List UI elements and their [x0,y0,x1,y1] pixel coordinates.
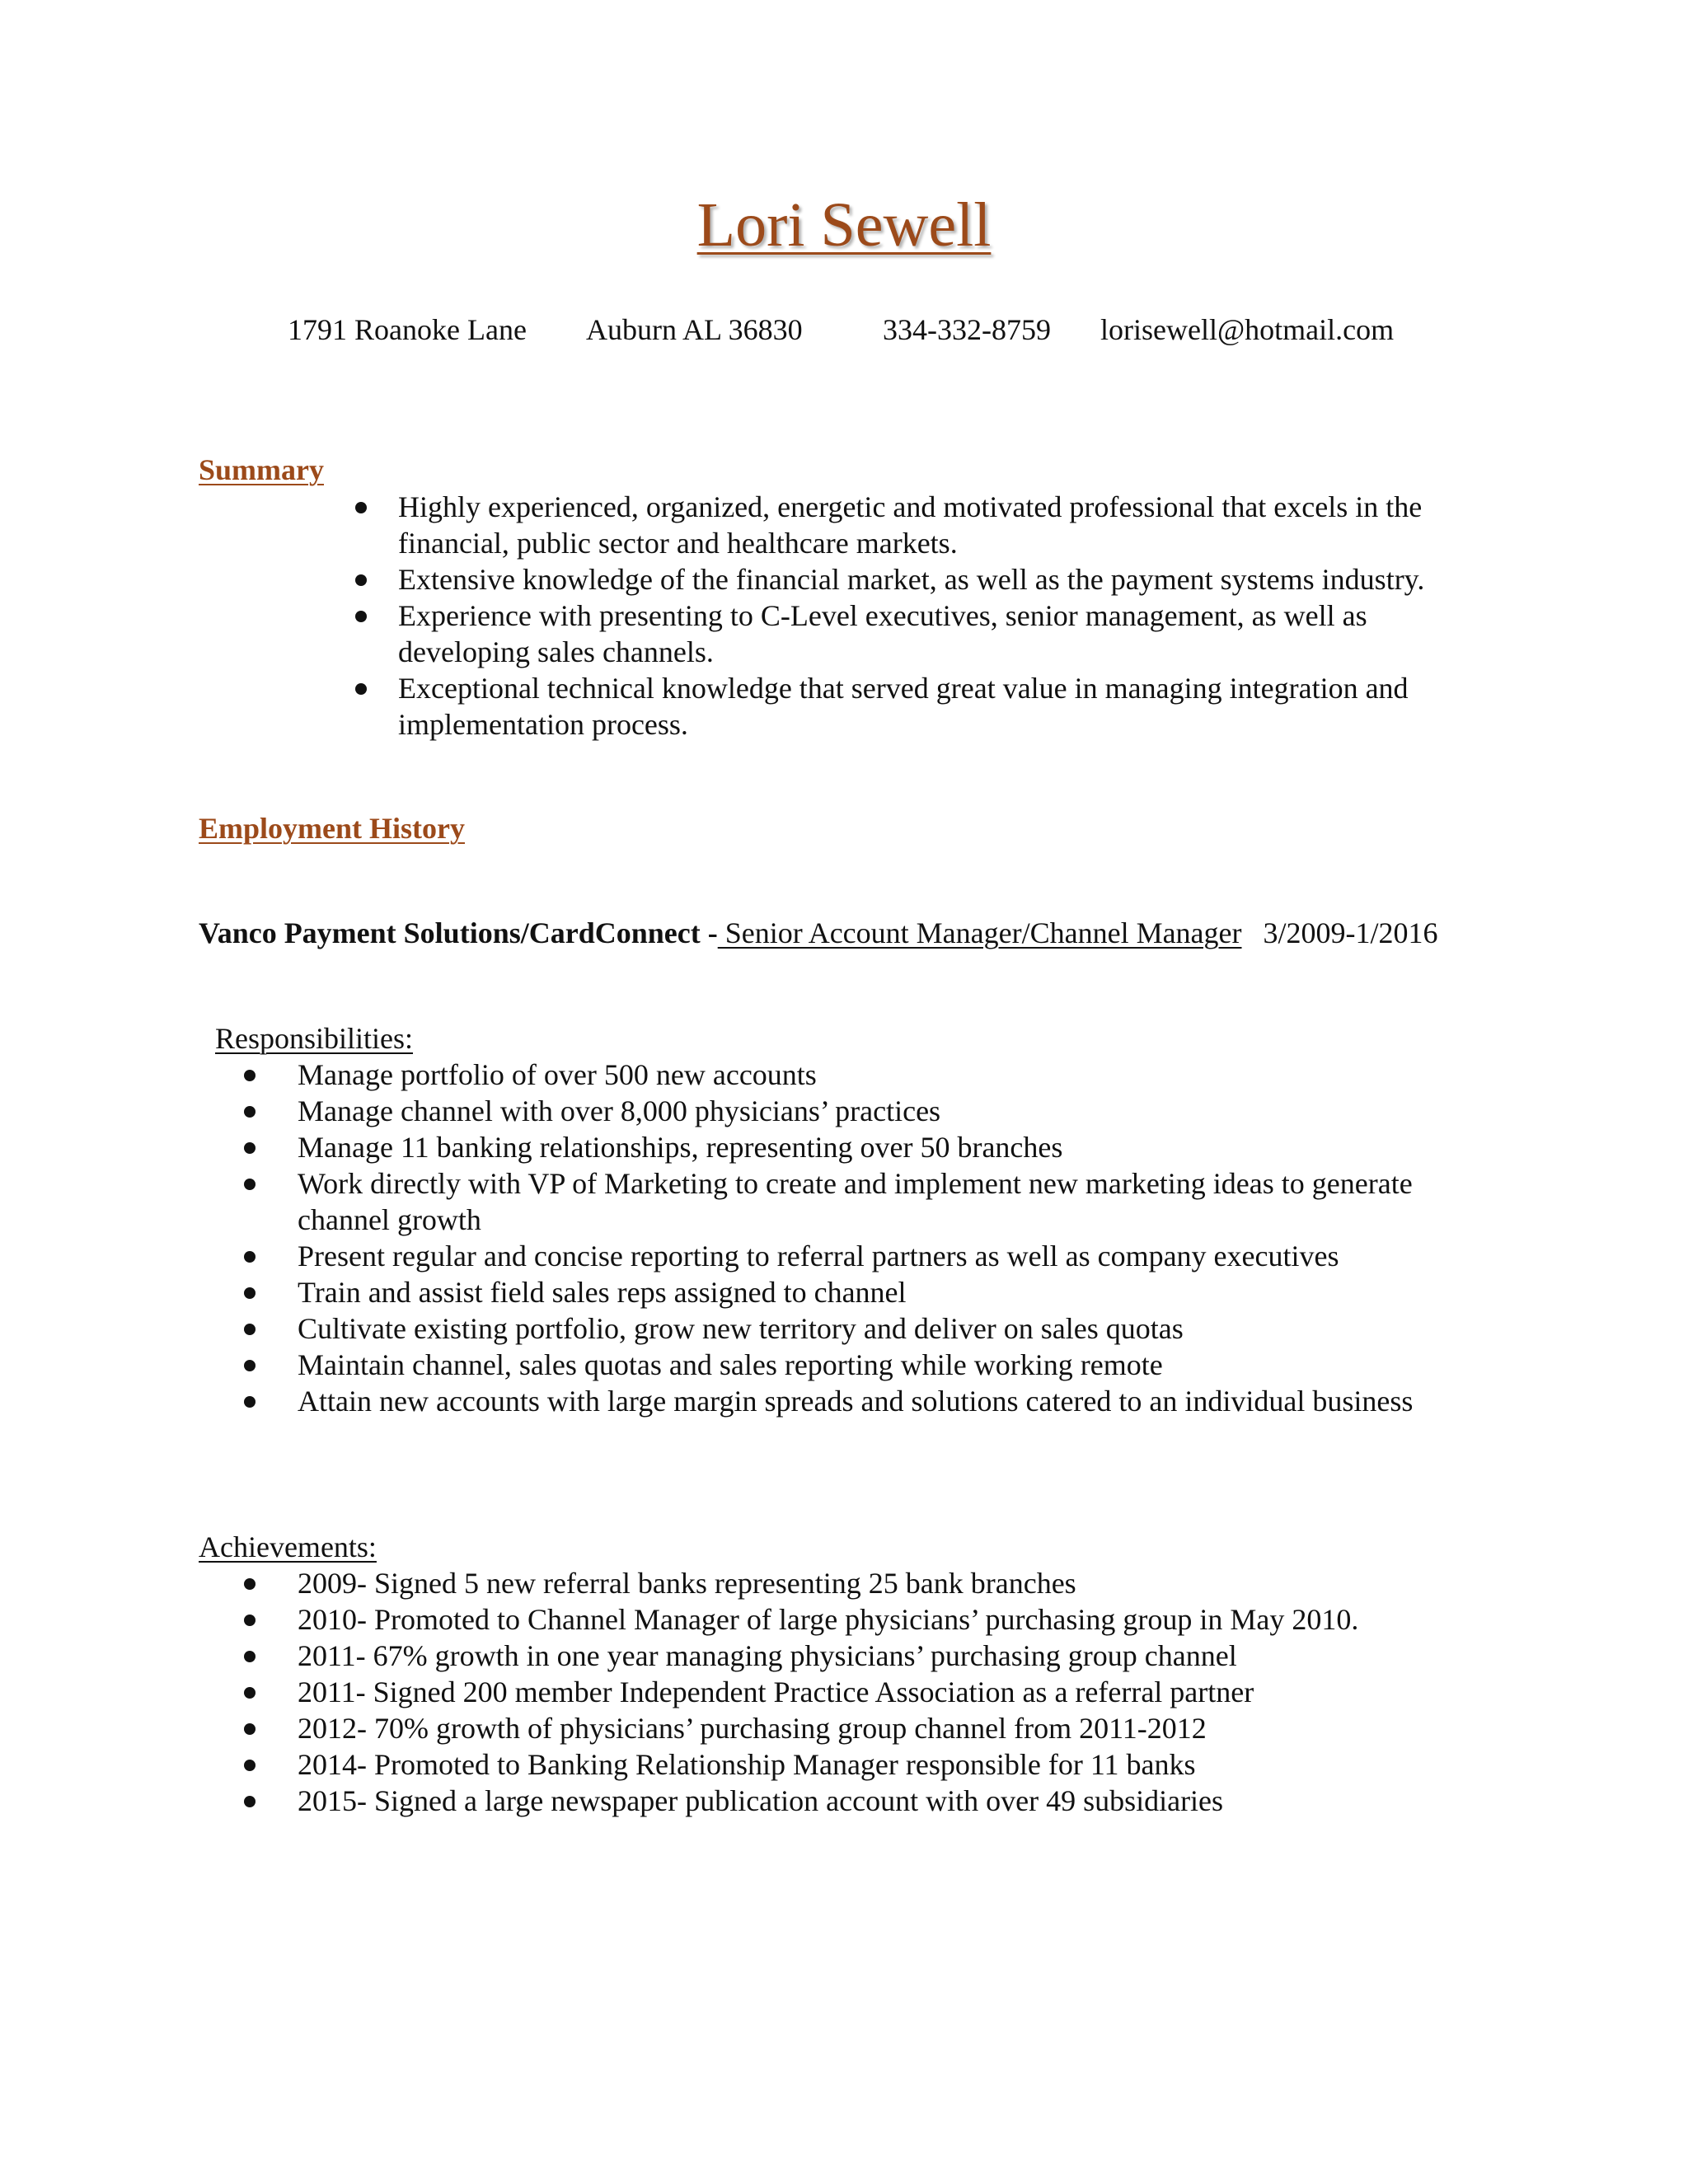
achievement-text: 2010- Promoted to Channel Manager of large physicians’ purchasing group in May 2010. [298,1603,1359,1636]
employment-heading: Employment History [199,812,465,845]
achievement-item [298,1783,1468,1819]
bullet-icon [244,1287,256,1299]
bullet-icon [244,1396,256,1408]
bullet-icon [244,1615,256,1626]
summary-item-text: Exceptional technical knowledge that served great value in managing integration and implementation process. [398,672,1409,741]
contact-email: lorisewell@hotmail.com [1100,313,1395,346]
achievement-text: 2011- 67% growth in one year managing physicians’ purchasing group channel [298,1639,1237,1672]
bullet-icon [244,1070,256,1081]
job-title: Senior Account Manager/Channel Manager [717,916,1242,949]
contact-street: 1791 Roanoke Lane [288,313,527,346]
achievement-item [298,1601,1468,1638]
summary-item-text: Extensive knowledge of the financial market, as well as the payment systems industry. [398,563,1425,596]
contact-city: Auburn AL 36830 [586,313,803,346]
contact-phone: 334-332-8759 [883,313,1051,346]
achievement-text: 2012- 70% growth of physicians’ purchasing group channel from 2011-2012 [298,1712,1207,1745]
achievement-text: 2015- Signed a large newspaper publication account with over 49 subsidiaries [298,1784,1224,1817]
responsibility-text: Manage channel with over 8,000 physicians’ practices [298,1094,941,1127]
responsibilities-list [298,1057,1451,1419]
achievement-item [298,1674,1468,1710]
achievement-item [298,1746,1468,1783]
summary-list [398,489,1470,743]
resume-name: Lori Sewell [696,190,992,260]
achievement-item [298,1710,1468,1746]
bullet-icon [355,502,367,513]
bullet-icon [244,1796,256,1807]
responsibility-item [298,1383,1451,1419]
responsibility-item [298,1129,1451,1165]
bullet-icon [244,1360,256,1371]
responsibility-text: Maintain channel, sales quotas and sales reporting while working remote [298,1348,1163,1381]
bullet-icon [244,1651,256,1662]
responsibilities-label: Responsibilities: [215,1022,414,1055]
summary-item [398,489,1470,561]
summary-item-text: Highly experienced, organized, energetic and motivated professional that excels in the financial, public sector and healthcare markets. [398,490,1423,560]
responsibility-text: Work directly with VP of Marketing to create and implement new marketing ideas to generate channel growth [298,1167,1413,1236]
responsibility-item [298,1274,1451,1310]
achievements-list [298,1565,1468,1819]
bullet-icon [244,1578,256,1590]
achievement-text: 2009- Signed 5 new referral banks representing 25 bank branches [298,1567,1076,1600]
achievement-item [298,1638,1468,1674]
responsibility-item [298,1165,1451,1238]
responsibility-item [298,1093,1451,1129]
bullet-icon [355,611,367,622]
bullet-icon [244,1687,256,1699]
bullet-icon [244,1142,256,1154]
responsibility-item [298,1057,1451,1093]
summary-item-text: Experience with presenting to C-Level executives, senior management, as well as developing sales channels. [398,599,1367,668]
summary-item [398,670,1470,743]
achievements-label: Achievements: [199,1530,377,1563]
responsibility-item [298,1238,1451,1274]
bullet-icon [355,683,367,695]
achievement-text: 2011- Signed 200 member Independent Practice Association as a referral partner [298,1675,1254,1708]
bullet-icon [244,1723,256,1735]
job-company: Vanco Payment Solutions/CardConnect - [199,916,718,949]
bullet-icon [244,1251,256,1263]
bullet-icon [244,1324,256,1335]
responsibility-text: Cultivate existing portfolio, grow new territory and deliver on sales quotas [298,1312,1184,1345]
bullet-icon [244,1760,256,1771]
responsibility-text: Train and assist field sales reps assigned to channel [298,1276,907,1309]
summary-item [398,561,1470,598]
job-line [199,915,1438,951]
summary-item [398,598,1470,670]
responsibility-text: Manage portfolio of over 500 new accounts [298,1058,817,1091]
bullet-icon [244,1106,256,1118]
bullet-icon [355,574,367,586]
responsibility-text: Manage 11 banking relationships, representing over 50 branches [298,1131,1063,1164]
achievement-text: 2014- Promoted to Banking Relationship Manager responsible for 11 banks [298,1748,1196,1781]
bullet-icon [244,1179,256,1190]
responsibility-item [298,1310,1451,1347]
achievement-item [298,1565,1468,1601]
responsibility-text: Attain new accounts with large margin spreads and solutions catered to an individual business [298,1385,1414,1418]
summary-heading: Summary [199,453,324,486]
responsibility-text: Present regular and concise reporting to referral partners as well as company executives [298,1240,1339,1272]
job-dates: 3/2009-1/2016 [1263,916,1438,949]
responsibility-item [298,1347,1451,1383]
